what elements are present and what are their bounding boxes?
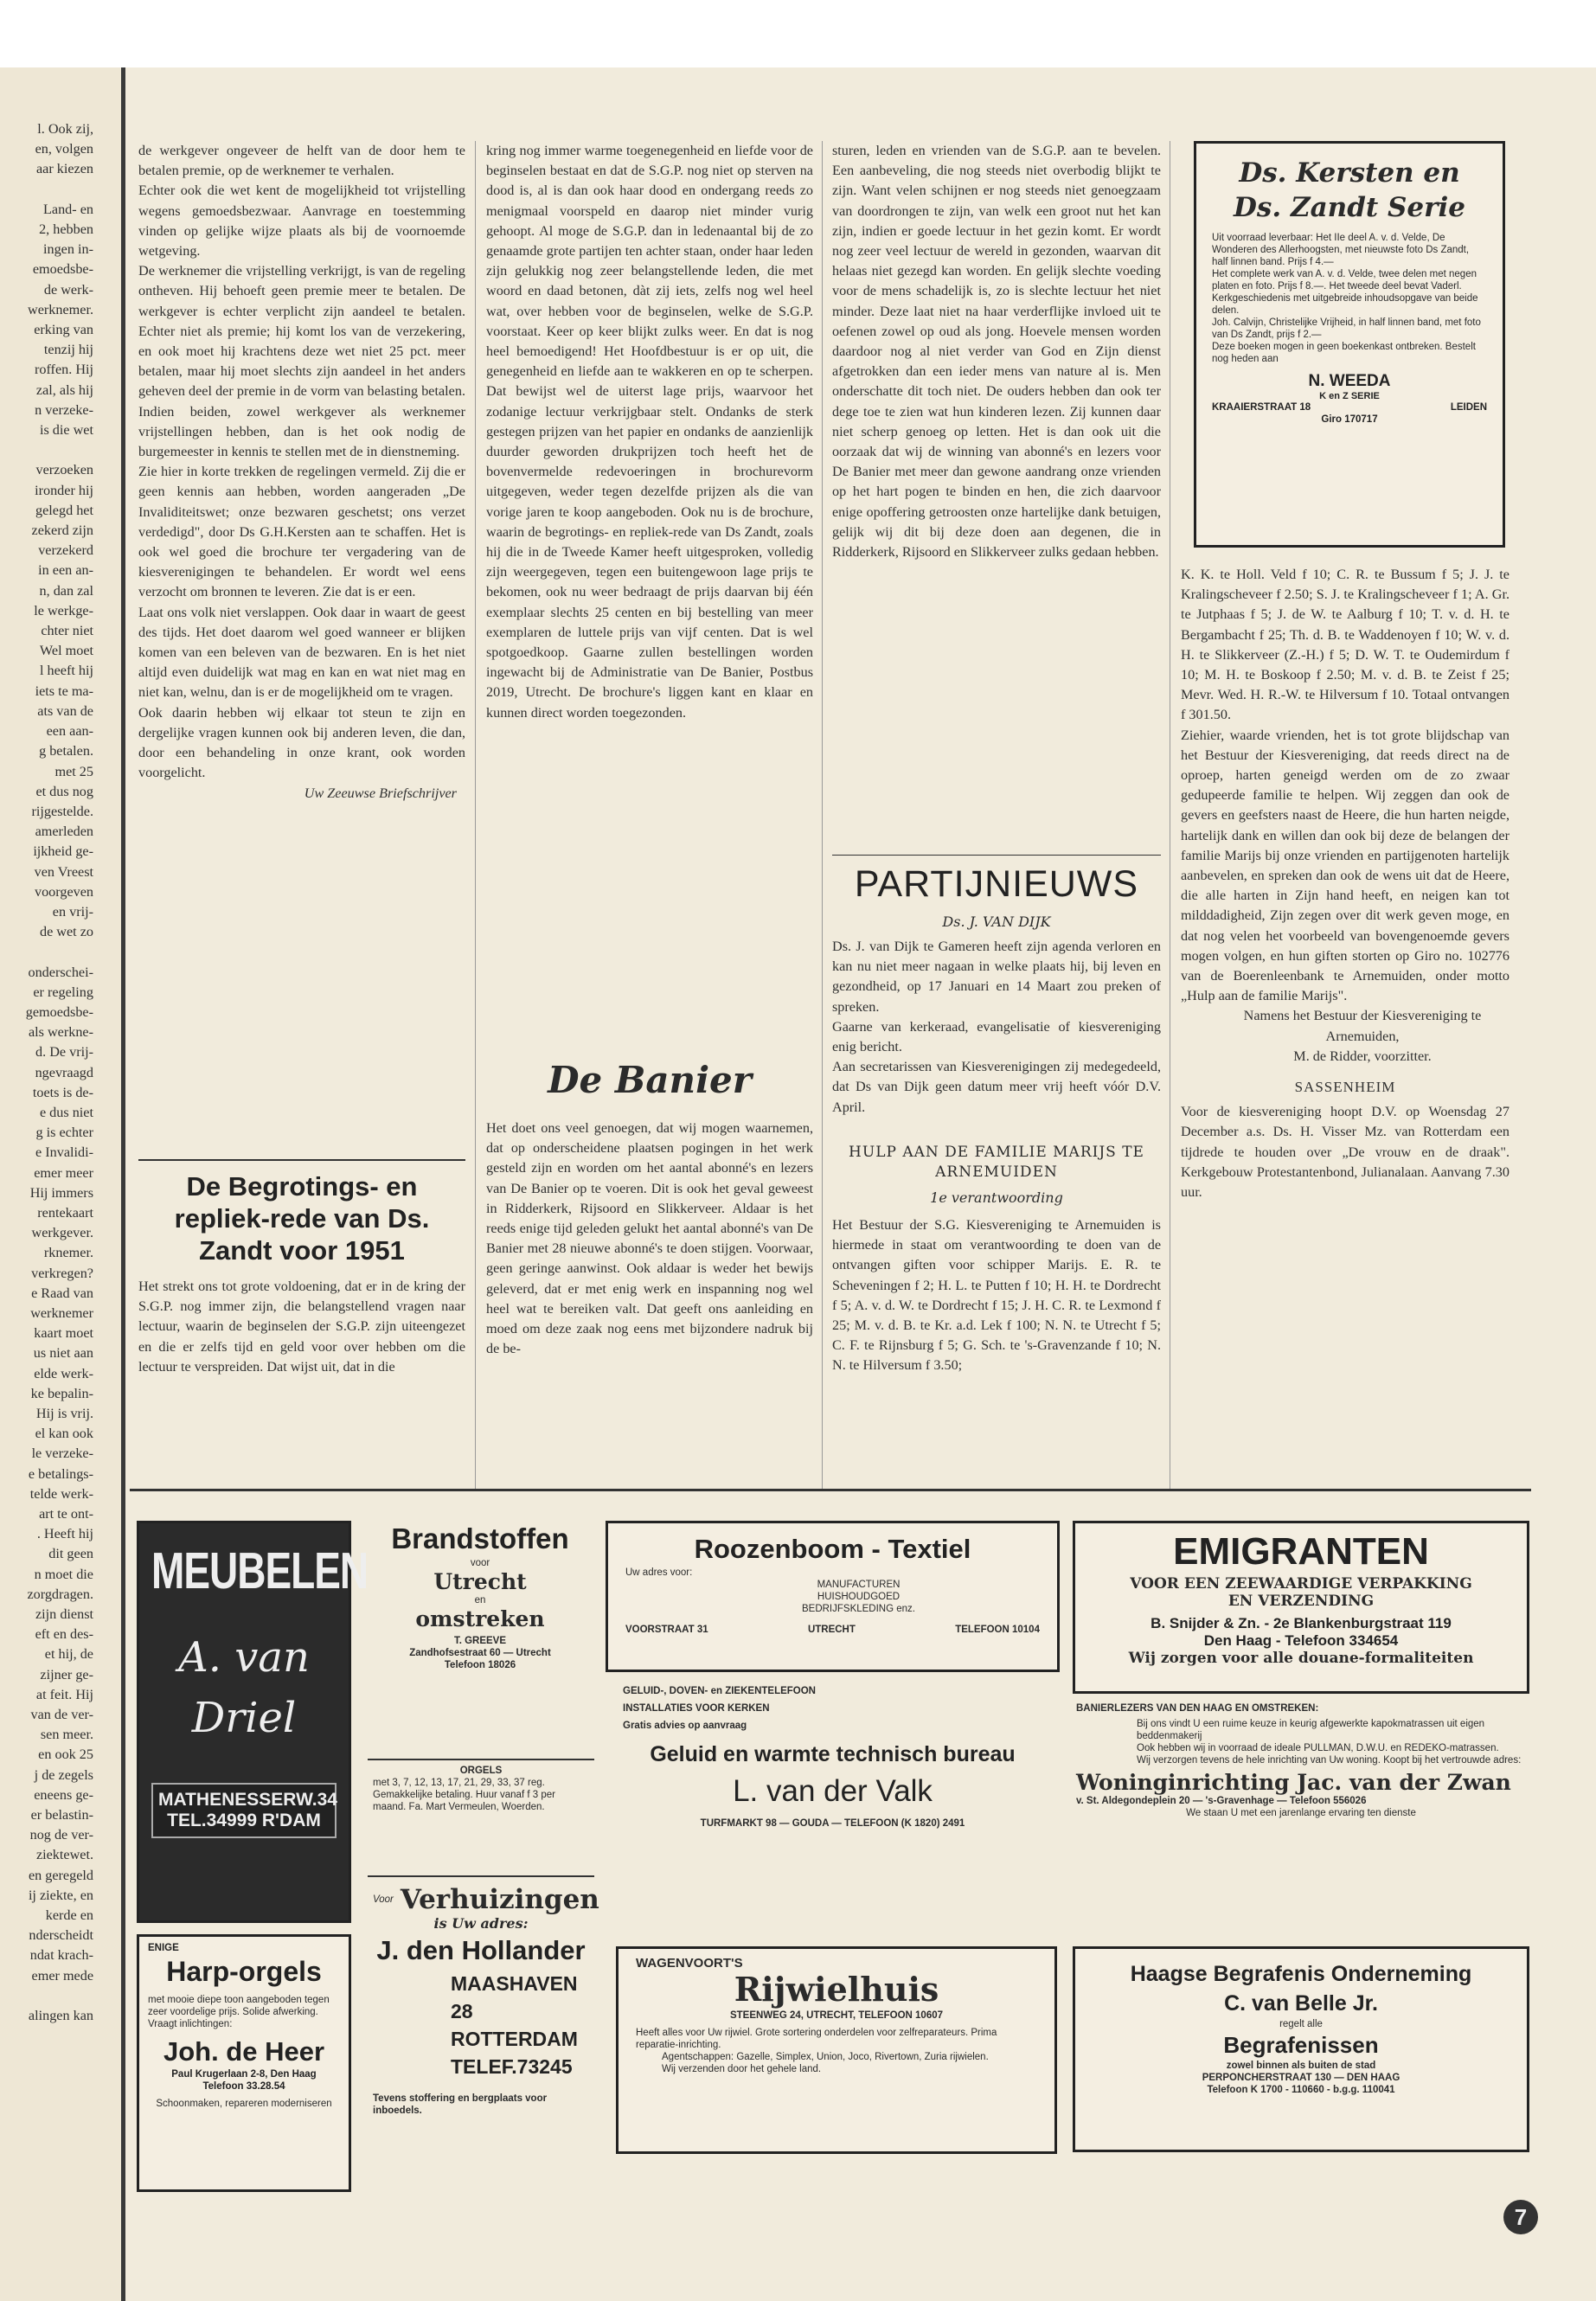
- paragraph: Ds. J. van Dijk te Gameren heeft zijn agenda verloren en kan nu niet meer nagaan in welke plaats hij, bij leven en gezondheid, op 17 Januari en 14 Maart zou preken of spreken.: [832, 939, 1161, 1015]
- roozen-item: HUISHOUDGOED: [817, 1592, 901, 1602]
- paragraph: De werknemer die vrijstelling verkrijgt, is van de regeling ontheven. Hij behoeft geen premie meer te betalen. De werkgever is echter verplicht zijn aandeel te betalen. Echter niet als premie; hij komt los van de verzekering, en ook moet hij krachtens deze wet niet 25 pct. meer betalen, maar hij moet slechts zijn aandeel in het anders geheven deel der premie in de vorm van belasting betalen. Indien beiden, zowel werkgever als werknemer vrijstellingen hebben, dan is het ook nodig de burgemeester in kennis te stellen met de in dienstneming.: [138, 263, 465, 460]
- strip-line: zekerd zijn: [31, 522, 93, 539]
- strip-line: zijner ge-: [40, 1666, 93, 1682]
- harp-address: Paul Krugerlaan 2-8, Den Haag: [171, 2069, 317, 2080]
- strip-line: ijkheid ge-: [33, 843, 93, 860]
- emig-foot: Wij zorgen voor alle douane-formaliteiten: [1128, 1650, 1474, 1667]
- strip-line: art te ont-: [39, 1506, 93, 1522]
- strip-line: le verzeke-: [31, 1445, 93, 1462]
- verhuiz-city: ROTTERDAM: [451, 2028, 578, 2050]
- strip-line: er regeling: [33, 984, 93, 1000]
- strip-line: emoedsbe-: [32, 261, 93, 278]
- wagen-text1: Heeft alles voor Uw rijwiel. Grote sortering onderdelen voor zelfreparateurs. Prima reparatie-inrichting.: [636, 2028, 997, 2050]
- strip-line: ziektewet.: [35, 1847, 93, 1863]
- paragraph: de werkgever ongeveer de helft van de door hem te betalen premie, op de werknemer te verhalen.: [138, 143, 465, 179]
- strip-line: verkregen?: [31, 1265, 93, 1281]
- strip-line: eneens ge-: [34, 1786, 93, 1803]
- strip-line: Wel moet: [39, 643, 93, 659]
- begrotings-headline: De Begrotings- en repliek-rede van Ds. Zandt voor 1951: [174, 1171, 430, 1266]
- harp-text: met mooie diepe toon aangeboden tegen zeer voordelige prijs. Solide afwerking. Vraagt inlichtingen:: [148, 1995, 330, 2029]
- banier-text1: Bij ons vindt U een ruime keuze in keurig afgewerkte kapokmatrassen uit eigen beddenmakerij: [1137, 1719, 1485, 1741]
- strip-line: zijn dienst: [35, 1606, 93, 1623]
- paragraph: sturen, leden en vrienden van de S.G.P. aan te bevelen. Een aanbeveling, die nog steeds niet overbodig blijkt te zijn. Want velen schijnen er nog steeds niet genoegzaam van doordrongen te zijn, van welk een groot nut het kan zijn, indien er goede lectuur in het gezin komt. Er wordt nog zeer veel lectuur de wereld in gezonden, waarvan dit helaas niet gezegd kan worden. En gelijk slechte voeding voor de mens schadelijk is, zo is slechte lectuur het niet minder. Deze laat niet na haar verderflijke invloed uit te oefenen zowel op oud als jong. Hoevele mensen worden daardoor nog al niet verder van God en Zijn dienst afgetrokken dan een ieder mens van nature al is. Men onderschatte dit toch niet. De ouders hebben dan ook ter dege toe te zien wat hun kinderen lezen. Zij kunnen daar niet scherp genoeg op letten. Het is dan ook uit die oorzaak dat wij de winning van abonné's en lezers voor De Banier met meer dan gewone aandrang onze vrienden op het hart pogen te binden en hen, die zich daarvoor enige opoffering getroosten onze hartelijke dank betuigen, gelijk wij dit bij deze doen aan degenen, die in Ridderkerk, Rijsoord en Slikkerveer zulks gedaan hebben.: [832, 143, 1161, 561]
- brand-city: Utrecht: [433, 1569, 527, 1594]
- begraaf-text: zowel binnen als buiten de stad: [1226, 2061, 1376, 2071]
- verhuiz-title: Verhuizingen: [400, 1884, 599, 1915]
- geluid-line1: GELUID-, DOVEN- en ZIEKENTELEFOON: [623, 1686, 816, 1696]
- strip-line: er belastin-: [30, 1807, 93, 1823]
- harp-foot: Schoonmaken, repareren moderniseren: [156, 2099, 332, 2109]
- strip-line: erking van: [34, 322, 93, 338]
- strip-line: gemoedsbe-: [25, 1003, 93, 1020]
- strip-line: ndat krach-: [29, 1947, 93, 1964]
- strip-line: el kan ook: [35, 1426, 93, 1442]
- strip-line: de wet zo: [39, 924, 93, 940]
- paragraph: kring nog immer warme toegenegenheid en liefde voor de beginselen bestaat en dat de S.G.P. nog niet op sterven na dood is, al is dan ook haar dood en ondergang reeds zo menigmaal voorspeld en daarop niet minder vurig gehoopt. Al moge de S.G.P. dan in ledenaantal bij de zo genaamde grote partijen ten achter staan, onder haar leden zijn gelukkig nog zeer belangstellende leden, die met woord en daad betonen, dàt zij iets, zelfs nog wel heel wat, over hebben voor de beginselen, welke de S.G.P. voorstaat. Keer op keer blijkt zulks weer. En dat is nog heel bemoedigend! Het Hoofdbestuur is er op uit, die genegenheid en liefde aan te wakkeren en op te scherpen. Dat bewijst wel de uiterst lage prijs, waarvoor het zodanige lectuur verkrijgbaar stelt. Ondanks de sterk gestegen prijzen van het papier en ondanks de aanzienlijk duurder geworden drukprijzen toch heeft het de bovenvermelde redevoeringen in brochurevorm uitgegeven, weder tegen dezelfde prijzen als die van vorige jaren te koop aangeboden. Ook nu is de brochure, waarin de begrotings- en repliek-rede van Ds Zandt, zoals hij die in de Tweede Kamer heeft uitgesproken, volledig zijn weergegeven, tegen een buitengewoon lage prijs te bekomen, ook nu weer bedraagt de prijs daarvan bij één exemplaar slechts 25 centen en bij bestelling van meer exemplaren de luttele prijs van vijf centen. Dat is wel spotgoedkoop. Gaarne zullen bestellingen worden ingewacht bij de Administratie van De Banier, Postbus 2019, Utrecht. De brochure's liggen kant en klaar en kunnen direct worden toegezonden.: [486, 143, 813, 721]
- banier-text2: Ook hebben wij in voorraad de ideale PULLMAN, D.W.U. en REDEKO-matrassen.: [1137, 1743, 1499, 1753]
- strip-line: dit geen: [48, 1546, 93, 1562]
- column-rule: [475, 141, 476, 1490]
- strip-line: amerleden: [35, 824, 93, 840]
- brand-name: T. GREEVE: [453, 1636, 507, 1646]
- strip-line: e Invalidi-: [35, 1144, 93, 1161]
- roozen-city: UTRECHT: [807, 1625, 856, 1635]
- partijnieuws-text: [832, 937, 1161, 1118]
- strip-line: verzoeken: [35, 462, 93, 478]
- meubelen-ad: [137, 1521, 369, 1923]
- kersten-line: Uit voorraad leverbaar: Het IIe deel A. v. d. Velde, De Wonderen des Allerhoogsten, met nieuwste foto Ds Zandt, half linnen band. Prijs f 4.—: [1212, 233, 1470, 267]
- seller-serie: K en Z SERIE: [1319, 391, 1380, 401]
- kersten-title-1: Ds. Kersten en: [1239, 157, 1460, 189]
- emig-title: EMIGRANTEN: [1173, 1530, 1429, 1573]
- banier-title: Woninginrichting Jac. van der Zwan: [1076, 1770, 1511, 1795]
- kersten-line: Deze boeken mogen in geen boekenkast ontbreken. Bestelt nog heden aan: [1212, 342, 1476, 364]
- hulp-title: HULP AAN DE FAMILIE MARIJS TE ARNEMUIDEN: [849, 1144, 1144, 1181]
- roozen-item: BEDRIJFSKLEDING enz.: [801, 1604, 915, 1614]
- divider: [138, 1159, 465, 1161]
- brand-voor: voor: [470, 1558, 490, 1568]
- begrafenis-ad: [1073, 1946, 1529, 2152]
- kersten-title-2: Ds. Zandt Serie: [1234, 192, 1465, 223]
- column-2: [486, 141, 813, 723]
- strip-line: [0, 180, 93, 200]
- strip-line: ven Vreest: [34, 863, 93, 880]
- harp-phone: Telefoon 33.28.54: [202, 2081, 285, 2092]
- paragraph: Gaarne van kerkeraad, evangelisatie of kiesvereniging enig bericht.: [832, 1018, 1161, 1055]
- wagen-text3: Wij verzenden door het gehele land.: [662, 2064, 822, 2074]
- roozenboom-ad: [606, 1521, 1060, 1672]
- strip-line: in een an-: [38, 562, 93, 579]
- strip-line: rentekaart: [37, 1204, 93, 1221]
- strip-line: Land- en: [43, 201, 93, 217]
- ads-divider: [130, 1489, 1531, 1491]
- strip-line: de werk-: [43, 281, 93, 298]
- previous-page-strip: [0, 67, 125, 2301]
- paragraph: Echter ook die wet kent de mogelijkheid tot vrijstelling wegens gemoedsbezwaar. Aanvrage en toestemming vinden op gelijke wijze plaats als bij de voornoemde wetgeving.: [138, 183, 465, 260]
- geluid-title: Geluid en warmte technisch bureau: [650, 1742, 1016, 1766]
- column-4: [1181, 565, 1509, 1202]
- strip-line: [0, 1986, 93, 2006]
- strip-line: us niet aan: [33, 1345, 93, 1362]
- strip-line: l. Ook zij,: [37, 121, 93, 137]
- seller-city: LEIDEN: [1450, 402, 1487, 413]
- partij-author: Ds. J. VAN DIJK: [942, 913, 1051, 930]
- column-rule: [822, 141, 823, 1490]
- strip-line: tenzij hij: [43, 342, 93, 358]
- wagen-address: STEENWEG 24, UTRECHT, TELEFOON 10607: [729, 2010, 944, 2021]
- brand-omstreken: omstreken: [415, 1606, 545, 1631]
- strip-line: emer meer: [34, 1164, 93, 1181]
- strip-line: rknemer.: [43, 1245, 93, 1261]
- seller-name: N. WEEDA: [1308, 372, 1391, 390]
- strip-line: e betalings-: [28, 1465, 93, 1482]
- strip-line: ke bepalin-: [30, 1385, 93, 1401]
- hulp-text: Het Bestuur der S.G. Kiesvereniging te Arnemuiden is hiermede in staat om verantwoording te doen van de ontvangen giften voor schipper Marijs. E. R. te Scheveningen f 2; H. L. te Putten f 10; H. H. te Dordrecht f 5; A. v. d. W. te Dordrecht f 15; J. H. C. R. te Lexmond f 25; M. v. d. B. te Kr. a.d. Lek f 100; N. N. te Utrecht f 5; C. F. te Rijnsburg f 5; G. Sch. te 's-Gravenzande f 10; N. N. te Hilversum f 3.50;: [832, 1217, 1161, 1374]
- strip-line: zorgdragen.: [27, 1586, 93, 1602]
- strip-line: [0, 942, 93, 962]
- verhuiz-phone: TELEF.73245: [451, 2055, 573, 2078]
- verhuiz-sub: is Uw adres:: [433, 1915, 529, 1932]
- seller-address: KRAAIERSTRAAT 18: [1212, 402, 1311, 413]
- partijnieuws-title: PARTIJNIEUWS: [854, 863, 1139, 905]
- brand-phone: Telefoon 18026: [444, 1660, 516, 1670]
- wagen-text2: Agentschappen: Gazelle, Simplex, Union, Joco, Rivertown, Zuria rijwielen.: [662, 2052, 989, 2062]
- geluid-line3: Gratis advies op aanvraag: [623, 1721, 747, 1731]
- strip-line: Hij immers: [29, 1184, 93, 1201]
- strip-line: werkgever.: [31, 1225, 93, 1241]
- strip-line: g betalen.: [39, 743, 93, 760]
- strip-line: kerde en: [45, 1907, 93, 1924]
- wagen-kicker: WAGENVOORT'S: [636, 1956, 743, 1971]
- kersten-line: Het complete werk van A. v. d. Velde, twee delen met negen platen en foto. Prijs f 8.—. Het tweede deel bevat Vaderl. Kerkgeschiedenis met uitgebreide inhoudsopgave van beide delen.: [1212, 269, 1478, 316]
- strip-line: at feit. Hij: [35, 1686, 93, 1702]
- strip-line: n, dan zal: [39, 582, 93, 599]
- harp-ad: [137, 1934, 351, 2192]
- strip-line: nog de ver-: [29, 1827, 93, 1843]
- strip-line: en ook 25: [38, 1747, 93, 1763]
- banier-kicker: BANIERLEZERS VAN DEN HAAG EN OMSTREKEN:: [1076, 1703, 1319, 1714]
- harp-title: Harp-orgels: [166, 1956, 322, 1987]
- strip-line: n verzeke-: [35, 401, 93, 418]
- paragraph: Laat ons volk niet verslappen. Ook daar in waart de geest des tijds. Het doet daarom wel goed wanneer er blijken komen van een beleven van de bezwaren. En is het niet altijd even duidelijk wat mag en kan en wat niet mag en niet kan, welnu, dan is er de mogelijkheid om te vragen.: [138, 604, 465, 701]
- strip-line: alingen kan: [28, 2008, 93, 2024]
- strip-line: g is echter: [35, 1125, 93, 1141]
- banier-text3: Wij verzorgen tevens de hele inrichting van Uw woning. Koopt bij het vertrouwde adres:: [1137, 1755, 1522, 1766]
- verhuiz-street: MAASHAVEN 28: [451, 1972, 578, 2022]
- brand-address: Zandhofsestraat 60 — Utrecht: [409, 1648, 551, 1658]
- begraaf-name: C. van Belle Jr.: [1224, 1991, 1378, 2016]
- emigranten-ad: [1073, 1521, 1529, 1694]
- seller-giro: Giro 170717: [1321, 414, 1378, 425]
- strip-line: le werkge-: [34, 602, 93, 619]
- verhuiz-name: J. den Hollander: [376, 1935, 586, 1965]
- paragraph: Zie hier in korte trekken de regelingen vermeld. Zij die er geen kennis aan hebben, worden aangeraden „De Invaliditeitswet; onze bezwaren geschetst; ons verzet verdedigd", door Ds G.H.Kersten aan te schaffen. Het is ook wel goed die brochure ter vergadering van de kiesverenigingen te behandelen. Er wordt wel eens verzocht om bronnen te leveren. Zie dat is er een.: [138, 464, 465, 600]
- strip-line: aar kiezen: [35, 161, 93, 177]
- strip-line: telde werk-: [29, 1485, 93, 1502]
- strip-line: als werkne-: [28, 1024, 93, 1041]
- strip-line: ngevraagd: [35, 1064, 93, 1080]
- hulp-sub: 1e verantwoording: [930, 1189, 1063, 1206]
- roozen-item: MANUFACTUREN: [817, 1580, 901, 1590]
- banier-foot: We staan U met een jarenlange ervaring ten dienste: [1186, 1808, 1416, 1818]
- brand-title: Brandstoffen: [391, 1522, 569, 1554]
- signature: Uw Zeeuwse Briefschrijver: [304, 785, 457, 801]
- verhuiz-voor: Voor: [373, 1894, 394, 1905]
- roozen-phone: TELEFOON 10104: [955, 1625, 1040, 1635]
- sign-line-2: M. de Ridder, voorzitter.: [1293, 1048, 1432, 1064]
- strip-line: eft en des-: [35, 1626, 93, 1643]
- strip-line: Hij is vrij.: [35, 1406, 93, 1421]
- roozen-street: VOORSTRAAT 31: [625, 1625, 708, 1635]
- strip-line: l heeft hij: [39, 663, 93, 679]
- begraaf-address: PERPONCHERSTRAAT 130 — DEN HAAG: [1202, 2073, 1401, 2083]
- strip-line: een aan-: [46, 723, 93, 740]
- strip-line: nderscheidt: [29, 1927, 93, 1944]
- wagenvoort-ad: [616, 1946, 1057, 2154]
- geluid-name: L. van der Valk: [733, 1774, 933, 1808]
- strip-line: chter niet: [41, 623, 93, 639]
- strip-line: en, volgen: [35, 141, 93, 157]
- kersten-line: Joh. Calvijn, Christelijke Vrijheid, in half linnen band, met foto van Ds Zandt, prijs f 2.—: [1212, 317, 1481, 340]
- strip-line: rijgestelde.: [31, 803, 93, 819]
- sassenheim-title: SASSENHEIM: [1294, 1079, 1396, 1096]
- verhuiz-ad: [368, 1884, 599, 2117]
- begrotings-text: Het strekt ons tot grote voldoening, dat er in de kring der S.G.P. nog immer zijn, die belangstellend vragen naar lectuur, waarin de beginselen der S.G.P. zijn uiteengezet en die er zelfs tijd en geld voor over hebben om die lectuur te verspreiden. Dat wijst uit, dat in die: [138, 1279, 465, 1375]
- strip-line: ironder hij: [35, 482, 93, 498]
- strip-line: met 25: [54, 763, 93, 779]
- geluid-ad: [606, 1685, 1060, 1830]
- strip-line: d. De vrij-: [35, 1044, 93, 1061]
- strip-line: e dus niet: [39, 1104, 93, 1120]
- strip-line: 2, hebben: [39, 221, 93, 238]
- sign-line-1: Namens het Bestuur der Kiesvereniging te Arnemuiden,: [1243, 1008, 1482, 1044]
- divider: [368, 1875, 594, 1877]
- page-number: 7: [1503, 2200, 1538, 2234]
- strip-line: j de zegels: [34, 1766, 93, 1783]
- strip-line: et dus nog: [35, 783, 93, 799]
- strip-line: ij ziekte, en: [28, 1887, 93, 1903]
- strip-line: en geregeld: [28, 1867, 93, 1883]
- orgels-text: met 3, 7, 12, 13, 17, 21, 29, 33, 37 reg. Gemakkelijke betaling. Huur vanaf f 3 per maand. Fa. Mart Vermeulen, Woerden.: [373, 1778, 555, 1812]
- orgels-ad: [368, 1765, 594, 1813]
- strip-line: en vrij-: [52, 903, 93, 920]
- sassenheim-text: Voor de kiesvereniging hoopt D.V. op Woensdag 27 December a.s. Ds. H. Visser Mz. van Rotterdam een tijdrede te houden over „De vrouw en de draak". Kerkgebouw Protestantenbond, Julianalaan. Aanvang 7.30 uur.: [1181, 1104, 1509, 1201]
- strip-line: werknemer.: [28, 301, 93, 317]
- strip-line: e Raad van: [31, 1285, 93, 1301]
- strip-line: zal, als hij: [35, 381, 93, 398]
- wagen-title: Rijwielhuis: [734, 1970, 939, 2009]
- strip-line: [0, 440, 93, 460]
- roozen-label: Uw adres voor:: [625, 1567, 693, 1578]
- divider: [832, 855, 1161, 856]
- kersten-ad: [1194, 141, 1505, 548]
- strip-line: werknemer: [30, 1304, 93, 1321]
- banier-title: De Banier: [548, 1059, 752, 1101]
- strip-line: kaart moet: [34, 1325, 93, 1342]
- strip-line: onderschei-: [28, 964, 93, 980]
- emig-sub1: VOOR EEN ZEEWAARDIGE VERPAKKING: [1130, 1575, 1472, 1593]
- strip-line: verzekerd: [38, 542, 93, 559]
- column-3: [832, 141, 1161, 562]
- strip-line: is die wet: [39, 422, 93, 439]
- meubelen-address: MATHENESSERW.34: [158, 1790, 337, 1810]
- banier-text: Het doet ons veel genoegen, dat wij mogen waarnemen, dat op onderscheidene plaatsen pogingen in het werk gesteld zijn en worden om het aantal abonné's en lezers van De Banier op te voeren. Dit is ook het geval geweest in Ridderkerk, Rijsoord en Slikkerveer. Aldaar is het reeds enige tijd geleden gelukt het aantal abonné's van De Banier met 28 nieuwe abonné's te doen stijgen. Voorwaar, geen geringe aanwinst. Ook aldaar is weder het bewijs geleverd, dat er met enig werk en inspanning nog wel heel wat te bereiken valt. Dat geeft ons aanleiding en moed om deze zaak nog eens met bijzondere nadruk bij de be-: [486, 1120, 813, 1357]
- strip-line: et hij, de: [44, 1646, 93, 1663]
- paragraph: Ook daarin hebben wij elkaar tot steun te zijn en dergelijke vragen kunnen ook bij anderen leven, die dan, door een behandeling in onze krant, ook worden voorgelicht.: [138, 704, 465, 781]
- strip-line: toets is de-: [32, 1084, 93, 1100]
- strip-line: elde werk-: [34, 1365, 93, 1381]
- meubelen-contact: [151, 1783, 337, 1838]
- divider: [368, 1759, 594, 1760]
- strip-line: van de ver-: [30, 1707, 93, 1723]
- strip-line: sen meer.: [40, 1727, 93, 1743]
- strip-line: emer mede: [31, 1967, 93, 1984]
- strip-line: ats van de: [37, 702, 93, 719]
- roozen-title: Roozenboom - Textiel: [694, 1534, 971, 1564]
- orgels-title: ORGELS: [459, 1766, 503, 1776]
- strip-line: gelegd het: [35, 502, 93, 518]
- meubelen-title: MEUBELEN: [151, 1541, 369, 1599]
- verhuiz-foot: Tevens stoffering en bergplaats voor inboedels.: [373, 2093, 548, 2116]
- newspaper-page: [0, 67, 1596, 2301]
- column-1: [138, 141, 465, 804]
- harp-name: Joh. de Heer: [163, 2036, 325, 2067]
- strip-line: voorgeven: [34, 883, 93, 900]
- geluid-line2: INSTALLATIES VOOR KERKEN: [623, 1703, 770, 1714]
- begraaf-title: Haagse Begrafenis Onderneming: [1130, 1962, 1472, 1986]
- brand-ad: [363, 1521, 597, 1747]
- emig-address: B. Snijder & Zn. - 2e Blankenburgstraat 119: [1151, 1615, 1452, 1631]
- paragraph: Ziehier, waarde vrienden, het is tot grote blijdschap van het Bestuur der Kiesvereniging, dat reeds direct na de oproep, harten geneigd werden om de zo zwaar gedupeerde familie te helpen. Wij zeggen dan ook de gevers en geefsters naast de Heere, die hun harten neigde, hartelijk dank en willen dan ook bij deze de belangen der familie Marijs bij onze vrienden en partijgenoten hartelijk aanbevelen, en spreken dan ook de wens uit dat de Heere, die alle harten in Zijn hand heeft, en neigen kan tot milddadigheid, Zijn zegen over dit werk geven moge, en dat nog velen het voorbeeld van bovengenoemde gevers mogen volgen, en hun giften storten op Giro no. 102776 van de Boerenleenbank te Arnemuiden, onder motto „Hulp aan de familie Marijs".: [1181, 727, 1509, 1004]
- strip-line: ingen in-: [43, 241, 93, 258]
- meubelen-phone: TEL.34999 R'DAM: [167, 1811, 321, 1830]
- banier-address: v. St. Aldegondeplein 20 — 's-Gravenhage — Telefoon 556026: [1076, 1796, 1367, 1806]
- begraaf-sub: regelt alle: [1279, 2019, 1323, 2029]
- strip-line: . Heeft hij: [36, 1526, 93, 1542]
- begraaf-type: Begrafenissen: [1223, 2032, 1379, 2058]
- brand-en: en: [474, 1595, 486, 1606]
- strip-line: n moet die: [34, 1566, 93, 1582]
- paragraph: Aan secretarissen van Kiesverenigingen zij medegedeeld, dat Ds van Dijk geen datum meer vrij heeft vóór D.V. April.: [832, 1059, 1161, 1115]
- begraaf-phone: Telefoon K 1700 - 110660 - b.g.g. 110041: [1207, 2085, 1395, 2095]
- paragraph: K. K. te Holl. Veld f 10; C. R. te Bussum f 5; J. J. te Kralingscheveer f 2.50; S. J. te Kralingscheveer f 1; A. Gr. te Jutphaas f 5; J. de W. te Aalburg f 10; T. v. d. H. te Bergambacht f 25; Th. d. B. te Waddenoyen f 10; W. v. d. H. te Slikkerveer (Z.-H.) f 5; D. W. T. te Oudemirdum f 10; M. H. te Boskoop f 2.50; M. v. d. B. te Zeist f 25; Mevr. Wed. H. R.-W. te Hilversum f 10. Totaal ontvangen f 301.50.: [1181, 567, 1509, 723]
- emig-sub2: EN VERZENDING: [1227, 1593, 1375, 1610]
- emig-city: Den Haag - Telefoon 334654: [1203, 1632, 1399, 1649]
- geluid-address: TURFMARKT 98 — GOUDA — TELEFOON (K 1820) 2491: [700, 1818, 965, 1829]
- strip-line: roffen. Hij: [34, 362, 93, 378]
- meubelen-name: A. van Driel: [178, 1633, 310, 1742]
- strip-line: iets te ma-: [35, 683, 93, 699]
- harp-kicker: ENIGE: [148, 1943, 179, 1953]
- banierlezers-ad: [1073, 1702, 1529, 1819]
- strip-text: [0, 119, 93, 2026]
